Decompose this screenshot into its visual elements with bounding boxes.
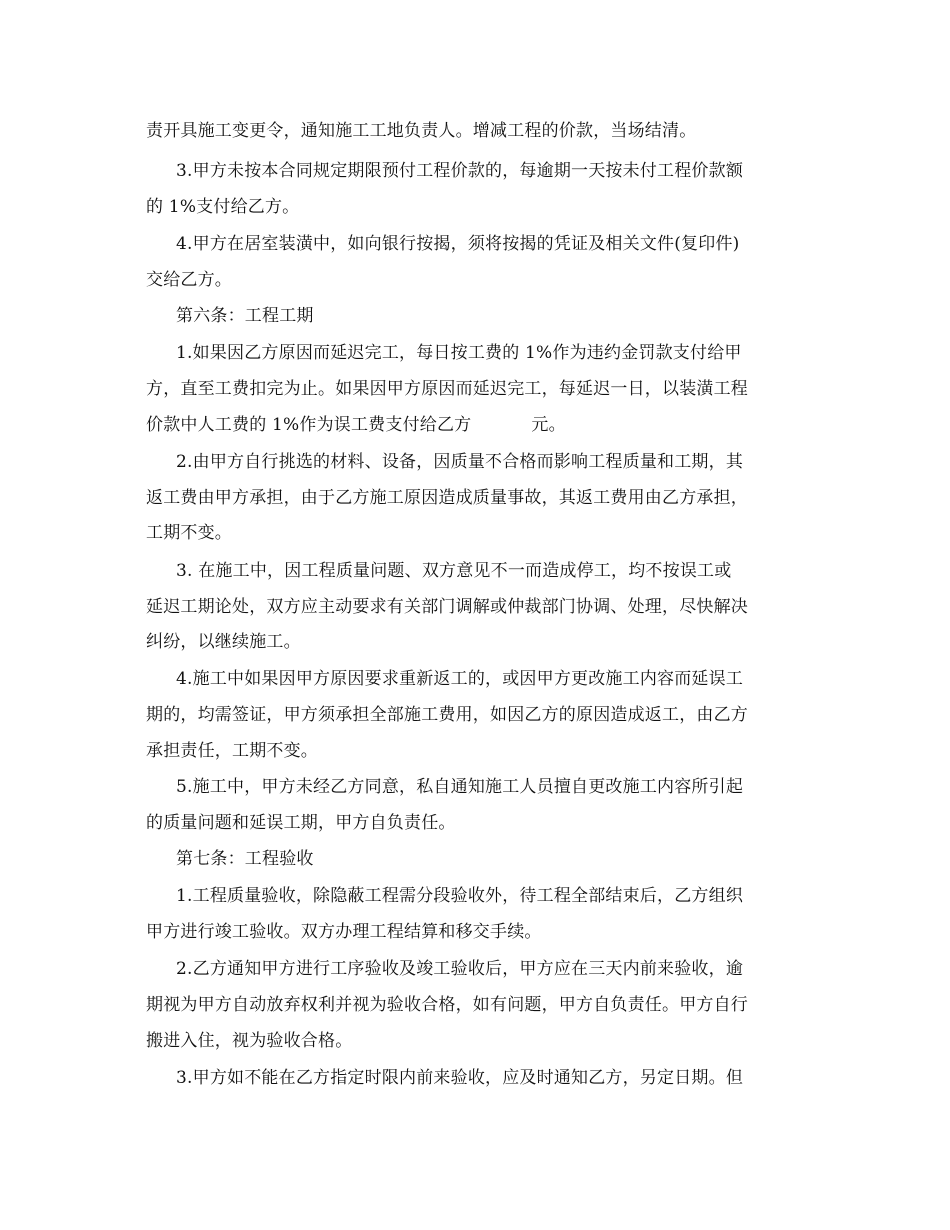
text-line (146, 413, 566, 437)
text-line: 3.甲方未按本合同规定期限预付工程价款的，每逾期一天按未付工程价款额 (176, 161, 744, 181)
text-line: 交给乙方。 (146, 270, 232, 290)
text-line: 3.甲方如不能在乙方指定时限内前来验收，应及时通知乙方，另定日期。但 (176, 1068, 744, 1088)
text-line: 延迟工期论处，双方应主动要求有关部门调解或仲裁部门协调、处理，尽快解决 (146, 597, 748, 617)
text-line: 工期不变。 (146, 523, 232, 543)
text-line: 责开具施工变更令，通知施工工地负责人。增减工程的价款，当场结清。 (146, 121, 697, 141)
section-heading: 第六条：工程工期 (176, 306, 314, 326)
text-line: 4.施工中如果因甲方原因要求重新返工的，或因甲方更改施工内容而延误工 (176, 669, 744, 689)
text-line: 承担责任，工期不变。 (146, 741, 318, 761)
text-line: 返工费由甲方承担，由于乙方施工原因造成质量事故，其返工费用由乙方承担， (146, 488, 748, 508)
text-line: 搬进入住，视为验收合格。 (146, 1031, 353, 1051)
text-line: 的质量问题和延误工期，甲方自负责任。 (146, 813, 456, 833)
text-line: 5.施工中，甲方未经乙方同意，私自通知施工人员擅自更改施工内容所引起 (176, 777, 744, 797)
text-line: 2.乙方通知甲方进行工序验收及竣工验收后，甲方应在三天内前来验收，逾 (176, 959, 744, 979)
text-line: 期视为甲方自动放弃权利并视为验收合格，如有问题，甲方自负责任。甲方自行 (146, 995, 748, 1015)
text-line: 期的，均需签证，甲方须承担全部施工费用，如因乙方的原因造成返工，由乙方 (146, 705, 748, 725)
text-line: 甲方进行竣工验收。双方办理工程结算和移交手续。 (146, 922, 542, 942)
text-line: 4.甲方在居室装潢中，如向银行按揭，须将按揭的凭证及相关文件(复印件) (176, 234, 740, 254)
text-line: 1.工程质量验收，除隐蔽工程需分段验收外，待工程全部结束后，乙方组织 (176, 886, 744, 906)
text-line: 1.如果因乙方原因而延迟完工，每日按工费的 1%作为违约金罚款支付给甲 (176, 343, 742, 363)
text-fragment: 元。 (531, 415, 566, 435)
text-line: 2.由甲方自行挑选的材料、设备，因质量不合格而影响工程质量和工期，其 (176, 452, 744, 472)
text-line: 的 1%支付给乙方。 (146, 197, 300, 217)
section-heading: 第七条：工程验收 (176, 849, 314, 869)
text-line: 纠纷，以继续施工。 (146, 632, 301, 652)
text-fragment: 价款中人工费的 1%作为误工费支付给乙方 (146, 415, 472, 435)
text-line: 方，直至工费扣完为止。如果因甲方原因而延迟完工，每延迟一日，以装潢工程 (146, 379, 748, 399)
text-line: 3. 在施工中，因工程质量问题、双方意见不一而造成停工，均不按误工或 (176, 561, 732, 581)
